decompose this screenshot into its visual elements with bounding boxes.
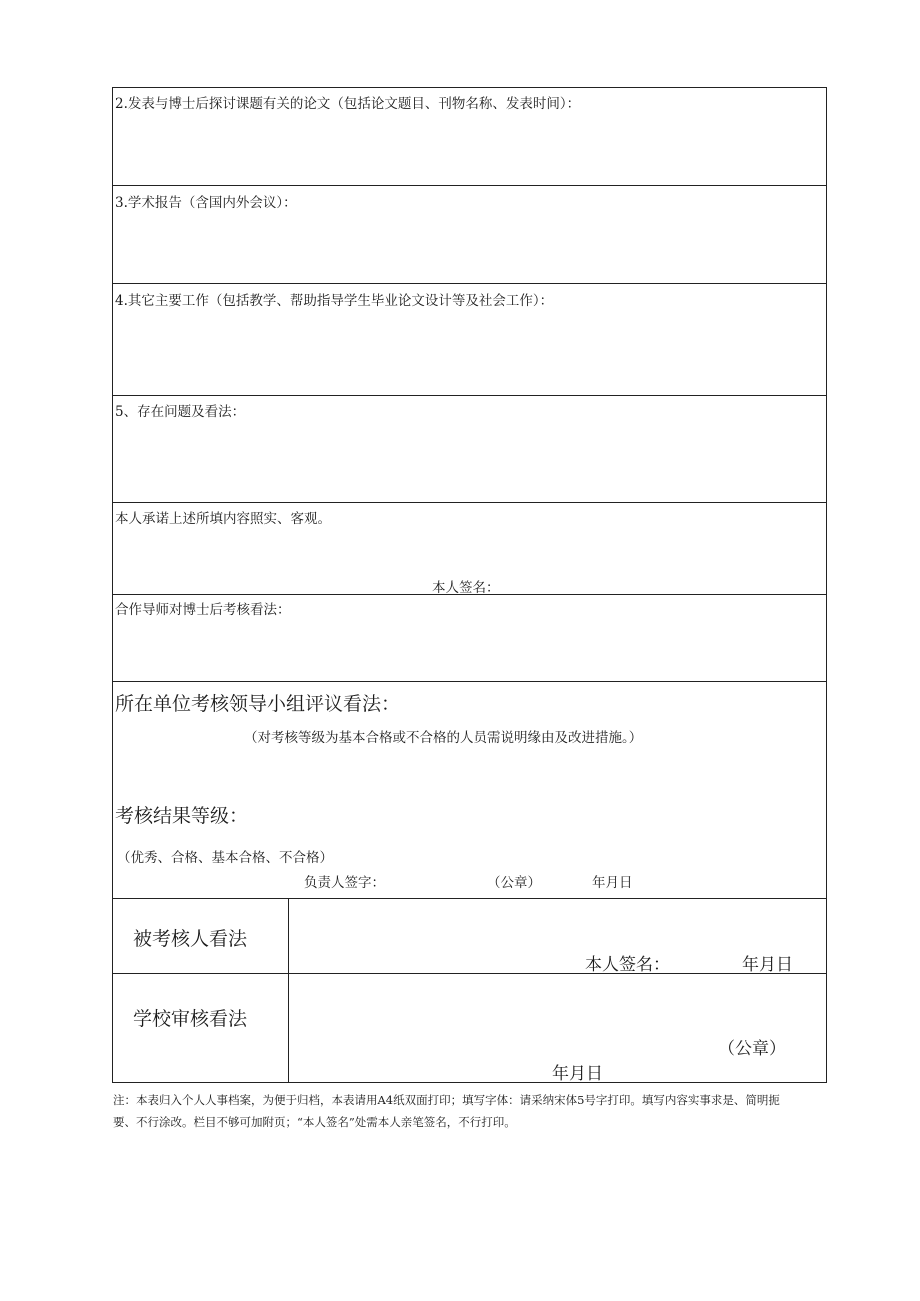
footnote-line-1: 注：本表归入个人人事档案，为便于归档，本表请用A4纸双面打印；填写字体：请采纳宋体5号字打印。填写内容实事求是、简明扼 bbox=[113, 1093, 780, 1107]
assessee-section bbox=[113, 899, 826, 974]
assessee-signature-label: 本人签名： bbox=[585, 955, 670, 975]
advisor-section bbox=[113, 595, 826, 682]
problems-label: 5、存在问题及看法： bbox=[115, 404, 246, 420]
assessee-date: 年月日 bbox=[742, 955, 793, 975]
assessee-label: 被考核人看法 bbox=[133, 928, 248, 950]
column-divider bbox=[288, 974, 289, 1082]
reports-label: 3.学术报告（含国内外会议）： bbox=[115, 195, 297, 211]
pledge-section bbox=[113, 503, 826, 595]
school-label: 学校审核看法 bbox=[133, 1008, 248, 1030]
other-work-section bbox=[113, 284, 826, 396]
other-work-label: 4.其它主要工作（包括教学、帮助指导学生毕业论文设计等及社会工作）： bbox=[115, 293, 554, 309]
footnote-line-2: 要、不行涂改。栏目不够可加附页；“本人签名”处需本人亲笔签名，不行打印。 bbox=[113, 1115, 516, 1129]
leadership-seal: （公章） bbox=[487, 875, 541, 891]
school-date: 年月日 bbox=[552, 1064, 603, 1084]
assessment-form bbox=[112, 87, 827, 1083]
leadership-title: 所在单位考核领导小组评议看法： bbox=[115, 693, 401, 715]
result-options: （优秀、合格、基本合格、不合格） bbox=[117, 850, 333, 866]
school-seal: （公章） bbox=[718, 1039, 786, 1059]
reports-section bbox=[113, 186, 826, 284]
column-divider bbox=[288, 899, 289, 973]
pledge-signature-label: 本人签名： bbox=[432, 580, 500, 596]
advisor-label: 合作导师对博士后考核看法： bbox=[115, 602, 291, 618]
leadership-section bbox=[113, 682, 826, 899]
responsible-signature-label: 负责人签字： bbox=[304, 875, 385, 891]
leadership-date: 年月日 bbox=[592, 875, 633, 891]
leadership-note: （对考核等级为基本合格或不合格的人员需说明缘由及改进措施。） bbox=[244, 730, 643, 746]
papers-section bbox=[113, 88, 826, 186]
result-title: 考核结果等级： bbox=[115, 805, 249, 827]
papers-label: 2.发表与博士后探讨课题有关的论文（包括论文题目、刊物名称、发表时间）： bbox=[115, 96, 581, 112]
footnote bbox=[113, 1089, 828, 1133]
pledge-text: 本人承诺上述所填内容照实、客观。 bbox=[115, 511, 331, 527]
school-section bbox=[113, 974, 826, 1082]
problems-section bbox=[113, 396, 826, 503]
